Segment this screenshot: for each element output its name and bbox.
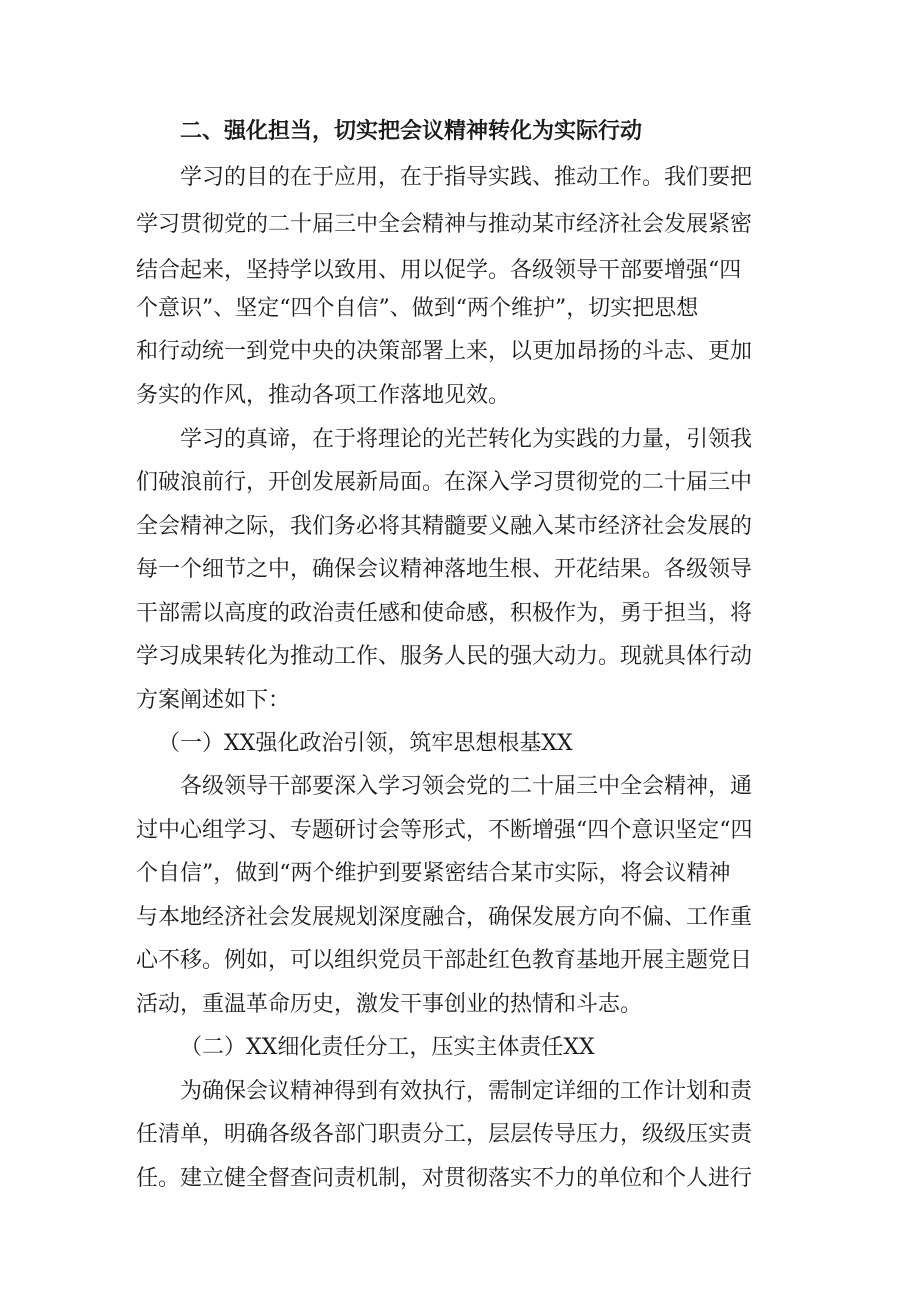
text-line: 每一个细节之中，确保会议精神落地生根、开花结果。各级领导 bbox=[136, 557, 753, 582]
text-line: 个自信”，做到“两个维护到要紧密结合某市实际，将会议精神 bbox=[136, 861, 731, 886]
text-line: 干部需以高度的政治责任感和使命感，积极作为，勇于担当，将 bbox=[136, 601, 753, 626]
subheading-text: XX强化政治引领，筑牢思想根基XX bbox=[224, 731, 573, 756]
text-line: 学习的真谛，在于将理论的光芒转化为实践的力量，引领我 bbox=[180, 427, 753, 452]
text-line: 与本地经济社会发展规划深度融合，确保发展方向不偏、工作重 bbox=[136, 905, 753, 930]
text-line: 务实的作风，推动各项工作落地见效。 bbox=[136, 383, 511, 408]
text-line: 心不移。例如，可以组织党员干部赴红色教育基地开展主题党日 bbox=[136, 948, 753, 973]
subheading-1 bbox=[0, 729, 920, 759]
text-line: 和行动统一到党中央的决策部署上来，以更加昂扬的斗志、更加 bbox=[136, 339, 753, 364]
text-line: 为确保会议精神得到有效执行，需制定详细的工作计划和责 bbox=[180, 1079, 753, 1104]
subheading-2 bbox=[0, 1033, 920, 1063]
text-line: 各级领导干部要深入学习领会党的二十届三中全会精神，通 bbox=[180, 774, 753, 799]
text-line: 学习的目的在于应用，在于指导实践、推动工作。我们要把 bbox=[180, 165, 753, 190]
text-line: 活动，重温革命历史，激发干事创业的热情和斗志。 bbox=[136, 992, 643, 1017]
text-line: 过中心组学习、专题研讨会等形式，不断增强“四个意识坚定“四 bbox=[136, 818, 753, 843]
text-line: 结合起来，坚持学以致用、用以促学。各级领导干部要增强“四 bbox=[136, 258, 742, 283]
text-line: 个意识”、坚定“四个自信”、做到“两个维护”，切实把思想 bbox=[136, 296, 699, 321]
text-line: 全会精神之际，我们务必将其精髓要义融入某市经济社会发展的 bbox=[136, 514, 753, 539]
text-line: 学习成果转化为推动工作、服务人民的强大动力。现就具体行动 bbox=[136, 644, 753, 669]
text-line: 任。建立健全督查问责机制，对贯彻落实不力的单位和个人进行 bbox=[136, 1166, 753, 1191]
section-heading: 二、强化担当，切实把会议精神转化为实际行动 bbox=[180, 119, 643, 144]
subheading-prefix: （一） bbox=[158, 731, 225, 756]
text-line: 们破浪前行，开创发展新局面。在深入学习贯彻党的二十届三中 bbox=[136, 470, 753, 495]
text-line: 任清单，明确各级各部门职责分工，层层传导压力，级级压实责 bbox=[136, 1122, 753, 1147]
text-line: 方案阐述如下： bbox=[136, 688, 291, 713]
text-line: 学习贯彻党的二十届三中全会精神与推动某市经济社会发展紧密 bbox=[136, 212, 753, 237]
subheading-text: XX细化责任分工，压实主体责任XX bbox=[246, 1035, 595, 1060]
subheading-prefix: （二） bbox=[180, 1035, 247, 1060]
